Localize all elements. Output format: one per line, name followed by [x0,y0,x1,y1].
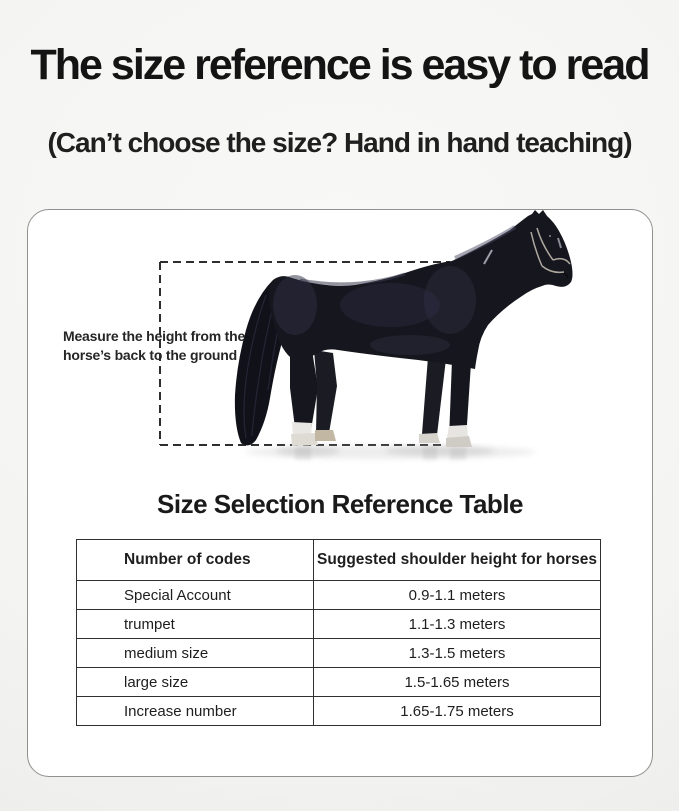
size-table [76,539,601,726]
size-code-cell: Special Account [77,581,314,610]
page-subtitle: (Can’t choose the size? Hand in hand teaching) [47,127,632,158]
height-range-cell: 1.5-1.65 meters [314,668,601,697]
height-range-cell: 0.9-1.1 meters [314,581,601,610]
horse-front-leg-far [422,357,446,435]
table-row [77,668,601,697]
column-header-height: Suggested shoulder height for horses [314,540,601,581]
measurement-annotation-line1: Measure the height from the [63,328,246,344]
height-range-cell: 1.65-1.75 meters [314,697,601,726]
table-row [77,581,601,610]
page-title: The size reference is easy to read [30,41,649,89]
table-row [77,639,601,668]
size-code-cell: trumpet [77,610,314,639]
height-range-cell: 1.1-1.3 meters [314,610,601,639]
size-code-cell: medium size [77,639,314,668]
horse-hind-leg-far [314,350,337,433]
measurement-annotation-line2: horse’s back to the ground [63,347,237,363]
size-code-cell: large size [77,668,314,697]
table-header-row [77,540,601,581]
measurement-annotation [63,327,253,365]
column-header-codes: Number of codes [77,540,314,581]
table-row [77,697,601,726]
table-row [77,610,601,639]
size-code-cell: Increase number [77,697,314,726]
size-table-title: Size Selection Reference Table [157,489,523,519]
height-range-cell: 1.3-1.5 meters [314,639,601,668]
horse-shadow [245,445,535,460]
